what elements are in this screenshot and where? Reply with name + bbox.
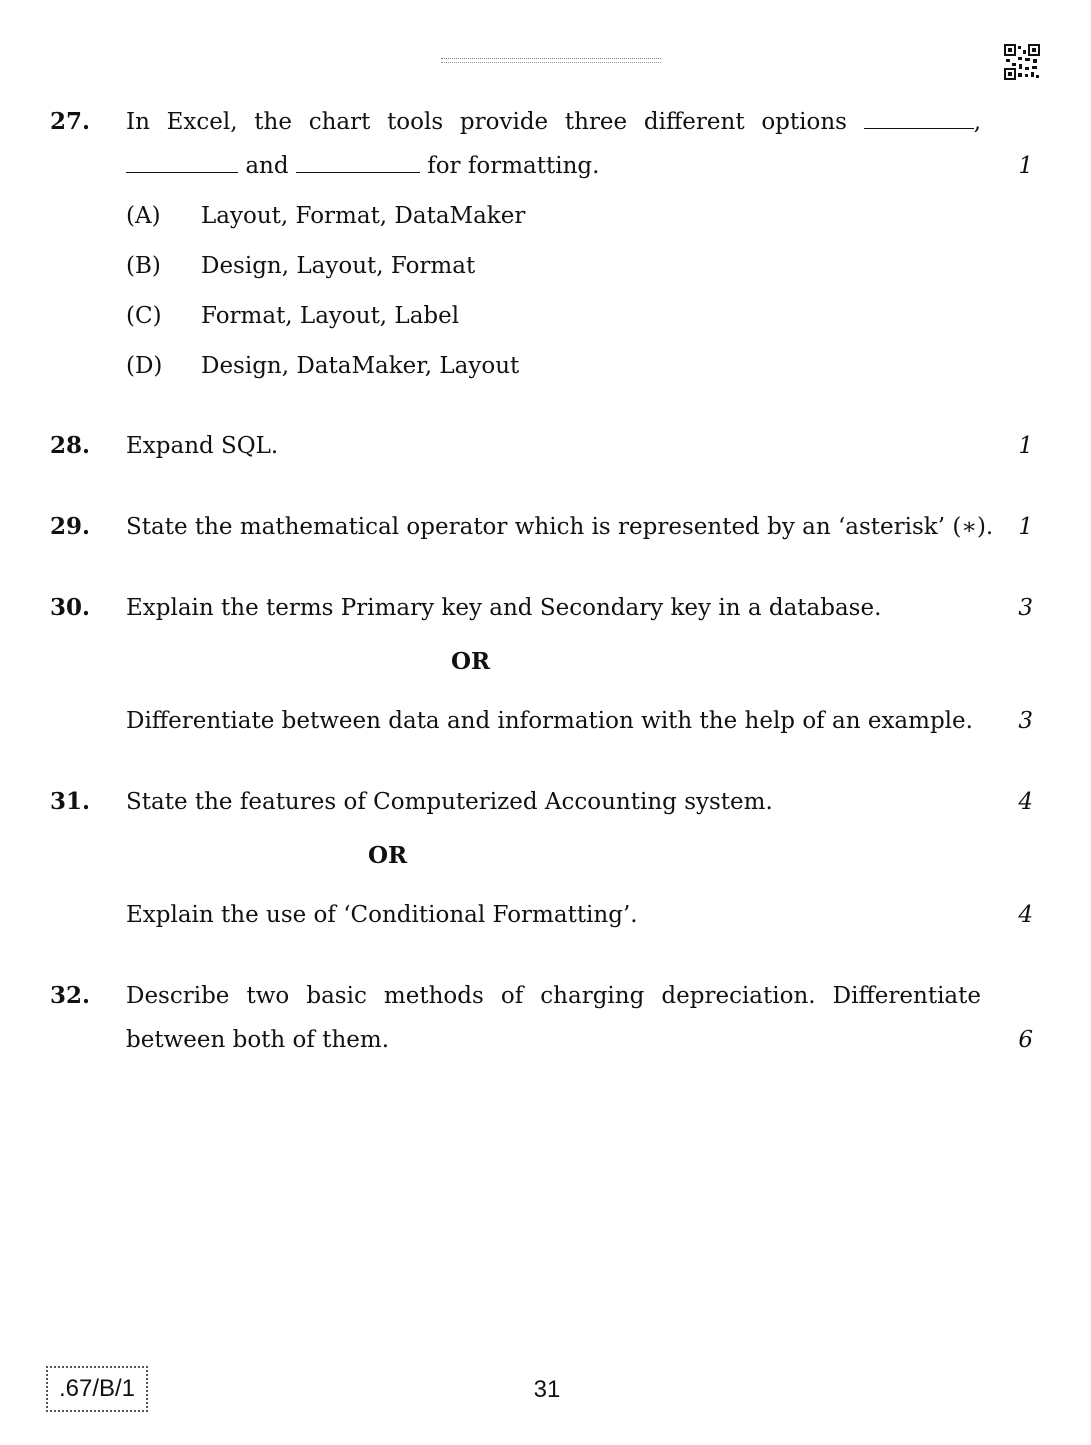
question-text-and: and	[245, 153, 289, 179]
question-27	[50, 100, 1033, 188]
marks: 4	[1018, 902, 1033, 928]
question-text	[126, 100, 981, 188]
qr-code-icon	[1004, 44, 1040, 80]
question-text: Explain the terms Primary key and Secondary key in a database.	[126, 595, 882, 621]
question-31	[50, 780, 1033, 824]
question-31-alternative	[50, 893, 1033, 937]
question-text	[126, 974, 981, 1062]
option-d	[126, 344, 519, 388]
option-text: Design, Layout, Format	[201, 253, 476, 279]
option-text: Format, Layout, Label	[201, 303, 460, 329]
or-divider: OR	[368, 842, 408, 869]
question-29	[50, 505, 1033, 549]
answer-blank	[864, 106, 974, 129]
question-text: Expand SQL.	[126, 433, 279, 459]
option-a	[126, 194, 525, 238]
marks: 3	[1018, 708, 1033, 734]
marks: 1	[1018, 514, 1033, 540]
question-number: 30.	[50, 594, 91, 621]
answer-blank	[296, 150, 420, 173]
question-text-suffix: for formatting.	[427, 153, 600, 179]
question-number: 28.	[50, 432, 91, 459]
question-text: State the mathematical operator which is represented by an ‘asterisk’ (∗).	[126, 514, 994, 540]
question-number: 31.	[50, 788, 91, 815]
question-30	[50, 586, 1033, 630]
marks: 3	[1018, 595, 1033, 621]
marks: 4	[1018, 789, 1033, 815]
question-28	[50, 424, 1033, 468]
marks: 1	[1018, 433, 1033, 459]
question-text: Explain the use of ‘Conditional Formatting’.	[126, 902, 638, 928]
question-text-line-1: In Excel, the chart tools provide three different options ,	[126, 100, 981, 144]
marks: 1	[1018, 153, 1033, 179]
or-divider: OR	[451, 648, 491, 675]
question-text-line-2: between both of them.	[126, 1027, 390, 1053]
question-30-alternative	[50, 699, 1033, 743]
question-text-line-2	[126, 144, 981, 188]
option-b	[126, 244, 475, 288]
option-label: (C)	[126, 303, 162, 329]
header-microtext-line	[441, 58, 661, 63]
answer-blank	[126, 150, 238, 173]
option-label: (B)	[126, 253, 161, 279]
question-number: 29.	[50, 513, 91, 540]
option-text: Design, DataMaker, Layout	[201, 353, 520, 379]
question-number: 27.	[50, 108, 91, 135]
question-text: Differentiate between data and information with the help of an example.	[126, 708, 973, 734]
option-label: (A)	[126, 203, 161, 229]
option-text: Layout, Format, DataMaker	[201, 203, 526, 229]
paper-code: .67/B/1	[46, 1366, 148, 1412]
question-text-prefix: In Excel, the chart tools provide three different options	[126, 109, 847, 135]
question-number: 32.	[50, 982, 91, 1009]
option-c	[126, 294, 459, 338]
page-number: 31	[533, 1376, 561, 1403]
option-label: (D)	[126, 353, 163, 379]
marks: 6	[1018, 1027, 1033, 1053]
question-text: State the features of Computerized Accounting system.	[126, 789, 773, 815]
question-text-line-1: Describe two basic methods of charging depreciation. Differentiate	[126, 983, 981, 1009]
question-32	[50, 974, 1033, 1062]
